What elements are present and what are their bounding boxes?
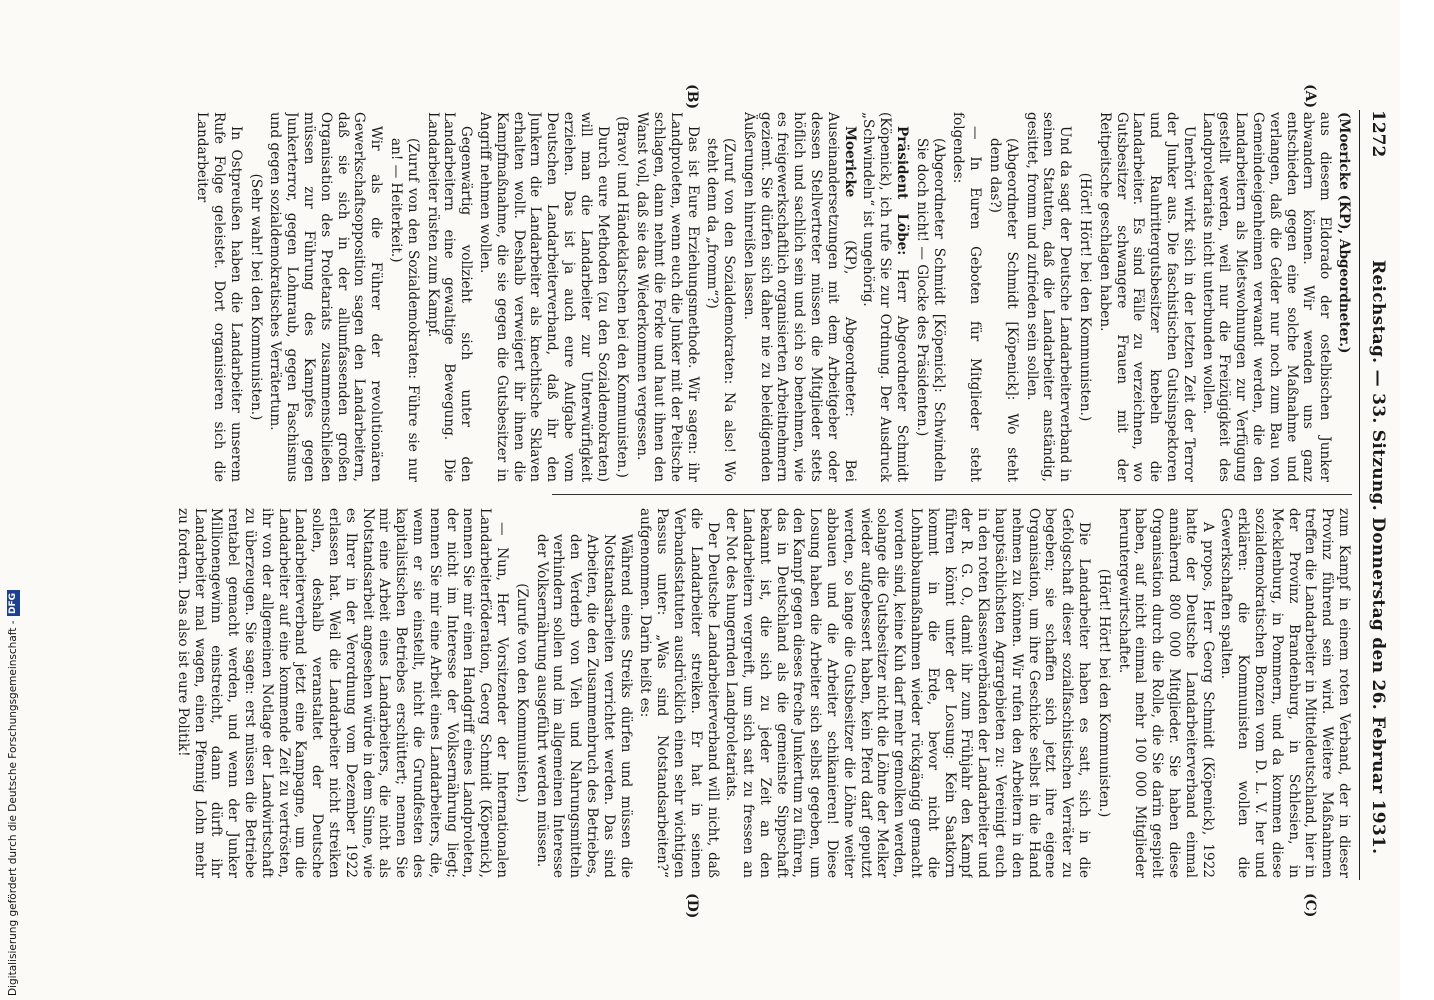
paragraph: A propos, Herr Georg Schmidt (Köpenick), 1922 hatte der Deutsche Landarbeiterverband einmal annähernd 800 000 Mitglieder. Sie haben diese Organisation durch die Rolle, die Sie darin gespielt haben, auf nicht einmal mehr 100 000 Mitglieder heruntergewirtschaftet. (1115, 508, 1216, 878)
paragraph: Das ist Eure Erziehungsmethode. Wir sagen: ihr Landproleten, wenn euch die Junker mit der Peitsche schlagen, dann nehmt die Forke und haut ihnen den Wanst voll, daß sie das Wiederkommen vergessen. (634, 112, 701, 482)
page-number: 1272 (1368, 110, 1388, 158)
interjection: (Abgeordneter Schmidt [Köpenick]: Schwindeln Sie doch nicht! — Glocke des Präsidenten.) (913, 138, 947, 482)
paragraph: Durch eure Methoden (zu den Sozialdemokraten) will man die Landarbeiter zur Unterwürfigkeit erziehen. Das ist ja auch eure Aufgabe vom Deutschen Landarbeiterverband, daß ihr den Junkern die Landarbeiter als knechtische Sklaven erhalten wollt. Deshalb verweigert ihr ihnen die Kampfmaßnahme, die sie gegen die Gutsbesitzer in Angriff nehmen wollen. (476, 112, 611, 482)
dfg-logo: DFG (7, 590, 20, 616)
column-divider (552, 494, 1352, 495)
paragraph: aus diesem Eldorado der ostelbischen Junker abwandern können. Wir wenden uns ganz entschieden gegen eine solche Maßnahme und verlangen, daß die Gelder nur noch zum Bau von Gemeindeeigenheimen verwandt werden, die den Landarbeitern als Mietswohnungen zur Verfügung gestellt werden, weil nur die Freizügigkeit des Landproletariats nicht unterbunden wollen. (1199, 112, 1334, 482)
paragraph: — In Euren Geboten für Mitglieder steht folgendes: (950, 112, 984, 482)
speaker-name: Präsident Löbe: (894, 126, 911, 256)
digitization-credit (2, 592, 26, 996)
paragraph: Die Landarbeiter haben es satt, sich in die Gefolgschaft dieser sozialfaschistischen Verräter zu begeben; sie schaffen sich jetzt ihre eigene Organisation, um ihre Geschicke selbst in die Hand nehmen zu können. Wir rufen den Arbeitern in den hauptsächlichsten Agrargebieten zu: Vereinigt euch in den roten Klassenverbänden der Landarbeiter und der R. G. O., damit ihr zum Frühjahr den Kampf führen könnt unter der Losung: Kein Saatkorn kommt in die Erde, bevor nicht die Lohnabbaumaßnahmen wieder rückgängig gemacht worden sind, keine Kuh darf mehr gemolken werden, solange die Gutsbesitzer nicht die Löhne der Melker wieder aufgebessert haben, kein Pferd darf geputzt werden, so lange die Gutsbesitzer die Löhne weiter abbauen und die Arbeiter schikanieren! Diese Losung haben die Arbeiter sich selbst gegeben, um den Kampf gegen dieses freche Junkertum zu führen, das in Deutschland als die gemeinste Sippschaft bekannt ist, die sich zu jeder Zeit an den Landarbeitern vergreift, um sich satt zu fressen an der Not des hungernden Landproletariats. (723, 508, 1093, 878)
speaker-line: (Moericke (KP), Abgeordneter.) (1336, 112, 1352, 354)
paragraph: Wir als die Führer der revolutionären Gewerkschaftsopposition sagen den Landarbeitern, daß sie sich in der allumfassenden großen Organisation des Proletariats zusammenschließen müssen zur Führung des Kampfes gegen Junkerterror, gegen Lohnraub, gegen Faschismus und gegen sozialdemokratisches Verrätertum. (267, 112, 385, 482)
interjection: (Hört! Hört! bei den Kommunisten.) (1095, 568, 1112, 818)
interjection: (Sehr wahr! bei den Kommunisten.) (247, 173, 264, 421)
margin-letter-b: (B) (684, 84, 700, 110)
margin-letter-a: (A) (1302, 84, 1318, 109)
margin-letter-d: (D) (684, 893, 700, 919)
digitization-note: Digitalisierung gefördert durch die Deutsche Forschungsgemeinschaft - (7, 620, 19, 996)
margin-letter-c: (C) (1302, 893, 1318, 918)
interjection: (Zuruf von den Sozialdemokraten: Na also! Wo steht denn da „fromm“?) (704, 138, 738, 482)
paragraph: — Nun, Herr Vorsitzender der Internationalen Landarbeiterföderation, Georg Schmidt (Köpenick), nennen Sie mir einen Handgriff eines Landproleten, der nicht im Interesse der Volksernährung liegt; nennen Sie mir eine Arbeit eines Landarbeiters, die, wenn er sie einstellt, nicht die Grundfesten des kapitalistischen Betriebes erschüttert; nennen Sie mir eine Arbeit eines Landarbeiters, die nicht als Notstandsarbeit angesehen würde in dem Sinne, wie es Ihrer in der Verordnung vom Dezember 1922 erlassen hat. Weil die Landarbeiter nicht streiken sollen, deshalb veranstaltet der Deutsche Landarbeiterverband jetzt eine Kampagne, um die Landarbeiter auf eine kommende Zeit zu vertrösten, ihr von der allgemeinen Notlage der Landwirtschaft zu überzeugen. Sie sagen: erst müssen die Betriebe rentabel gemacht werden, und wenn der Junker Millionengewinn einstreicht, dann dürft ihr Landarbeiter mal wagen, einen Pfennig Lohn mehr zu fordern. Das also ist eure Politik! (174, 508, 510, 878)
paragraph: (KP), Abgeordneter: Bei Auseinandersetzungen mit dem Arbeitgeber oder dessen Stellvertreter müssen die Mitglieder stets höflich und sachlich sein und sich so benehmen, wie es freigewerkschaftlich organisierten Arbeitnehmern geziemt. Sie dürfen sich daher nie zu beleidigenden Äußerungen hinreißen lassen. (740, 112, 858, 482)
paragraph: In Ostpreußen haben die Landarbeiter unserem Rufe Folge geleistet. Dort organisieren sich die Landarbeiter (194, 112, 244, 482)
left-text-column (62, 112, 1352, 482)
block-quote: Während eines Streiks dürfen und müssen die Notstandsarbeiten verrichtet werden. Das sind Arbeiten, die den Zusammenbruch des Betriebes, den Verderb von Vieh und Nahrungsmitteln verhindern sollen und im allgemeinen Interesse der Volksernährung ausgeführt werden müssen. (533, 534, 634, 878)
right-text-column (62, 508, 1352, 878)
speaker-name: Moericke (841, 126, 858, 198)
paragraph: Der Deutsche Landarbeiterverband will nicht, daß die Landarbeiter streiken. Er hat in seinen Verbandsstatuten ausdrücklich einen sehr wichtigen Passus unter: „Was sind Notstandsarbeiten?“ aufgenommen. Darin heißt es: (637, 508, 721, 878)
interjection: (Hört! Hört! bei den Kommunisten.) (1077, 172, 1094, 422)
paragraph: Herr Abgeordneter Schmidt (Köpenick), ich rufe Sie zur Ordnung. Der Ausdruck „Schwindeln“ ist ungehörig. (860, 112, 911, 482)
interjection: (Abgeordneter Schmidt [Köpenick]: Wo steht denn das?) (987, 138, 1020, 482)
running-title: Reichstag. — 33. Sitzung. Donnerstag den 26. Februar 1931. (1368, 260, 1388, 855)
interjection: (Bravo! und Händeklatschen bei den Kommunisten.) (614, 116, 631, 478)
paragraph: Gegenwärtig vollzieht sich unter den Landarbeitern eine gewaltige Bewegung. Die Landarbeiter rüsten zum Kampf. (424, 112, 475, 482)
paragraph: zum Kampf in einem roten Verband, der in dieser Provinz führend sein wird. Weitere Maßnahmen treffen die Landarbeiter in Mitteldeutschland, hier in der Provinz Brandenburg, in Schlesien, in Mecklenburg, in Pommern, und da kommen diese sozialdemokratischen Bonzen vom D. L. V. her und erklären: die Kommunisten wollen die Gewerkschaften spalten. (1218, 508, 1352, 878)
interjection: (Zuruf von den Sozialdemokraten: Führe sie nur an! — Heiterkeit.) (387, 138, 421, 482)
page-header (1359, 110, 1394, 880)
interjection: (Zurufe von den Kommunisten.) (513, 583, 530, 803)
paragraph: Unerhört wirkt sich in der letzten Zeit der Terror der Junker aus. Die faschistischen Gutsinspektoren und Rauhrittergutsbesitzer knebeln die Landarbeiter. Es sind Fälle zu verzeichnen, wo Gutsbesitzer schwangere Frauen mit der Reitpeitsche geschlagen haben. (1096, 112, 1197, 482)
paragraph: Und da sagt der Deutsche Landarbeiterverband in seinen Statuten, daß die Landarbeiter anständig, gesittet, fromm und zufrieden sein sollen. (1023, 112, 1074, 482)
